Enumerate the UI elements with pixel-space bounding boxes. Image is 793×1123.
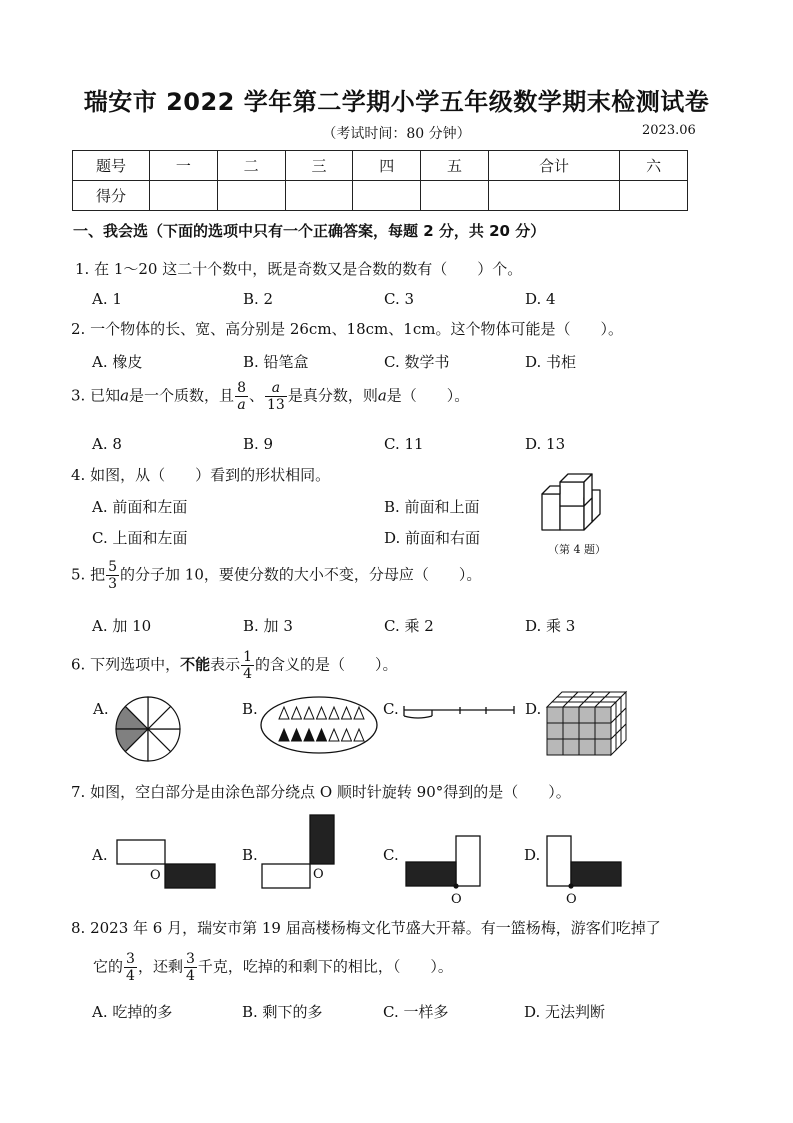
score-header-cell: 合计 [488, 151, 619, 181]
q7-option-b-label[interactable]: B. [242, 846, 258, 864]
q6-emphasis: 不能 [180, 655, 211, 674]
exam-time: （考试时间：80 分钟） [322, 126, 471, 142]
q6-fraction [241, 650, 254, 681]
q8-fraction-1 [124, 952, 137, 983]
q3-text-mid1: 是一个质数，且 [129, 386, 235, 405]
q3-variable: a [120, 386, 130, 405]
q7-option-d-label[interactable]: D. [524, 846, 541, 864]
cube-front-face [579, 723, 595, 739]
q5-option-b[interactable]: B. 加 3 [243, 617, 293, 635]
q3-fraction-2-numerator: a [265, 381, 287, 397]
question-7: 7. 如图，空白部分是由涂色部分绕点 O 顺时针旋转 90°得到的是（ ）。 [71, 783, 571, 801]
cube-front-face [563, 739, 579, 755]
q8-text-pre: 它的 [93, 957, 124, 976]
cube-front-face [563, 707, 579, 723]
exam-date: 2023.06 [642, 123, 696, 138]
q2-option-a[interactable]: A. 橡皮 [92, 353, 143, 371]
q4-option-b[interactable]: B. 前面和上面 [384, 498, 480, 516]
q5-text-post: 的分子加 10，要使分数的大小不变，分母应（ ）。 [120, 565, 482, 584]
score-cell[interactable] [150, 181, 218, 211]
score-header-cell: 四 [353, 151, 421, 181]
question-5 [71, 560, 481, 591]
q5-fraction-numerator: 5 [108, 559, 118, 575]
question-4: 4. 如图，从（ ）看到的形状相同。 [71, 466, 331, 484]
q3-separator: 、 [248, 386, 264, 405]
cube-front-face [579, 707, 595, 723]
q3-fraction-2-denominator: 13 [267, 397, 285, 413]
q4-option-c[interactable]: C. 上面和左面 [92, 529, 188, 547]
score-header-cell: 六 [620, 151, 688, 181]
question-8-line-1: 8. 2023 年 6 月，瑞安市第 19 届高楼杨梅文化节盛大开幕。有一篮杨梅，游客们吃掉了 [71, 919, 661, 937]
score-table [72, 150, 688, 211]
score-header-label: 题号 [73, 151, 150, 181]
q6-option-c-label[interactable]: C. [383, 700, 399, 718]
q3-option-a[interactable]: A. 8 [92, 435, 122, 453]
q5-fraction-denominator: 3 [108, 576, 118, 592]
q3-option-d[interactable]: D. 13 [525, 435, 566, 453]
q7-d-point-label: O [566, 892, 577, 907]
rotation-figure-a [115, 838, 220, 892]
q6-option-d-label[interactable]: D. [525, 700, 542, 718]
q2-option-b[interactable]: B. 铅笔盒 [243, 353, 309, 371]
q5-option-a[interactable]: A. 加 10 [92, 617, 152, 635]
q8-text-mid: ，还剩 [137, 957, 183, 976]
q3-fraction-1-denominator: a [237, 397, 246, 413]
q6-fraction-numerator: 1 [243, 649, 253, 665]
cube-front-face [595, 739, 611, 755]
pie-figure [113, 694, 183, 764]
question-1: 1. 在 1～20 这二十个数中，既是奇数又是合数的数有（ ）个。 [75, 260, 523, 278]
q7-option-c-label[interactable]: C. [383, 846, 399, 864]
q8-fraction-1-denominator: 4 [126, 968, 135, 984]
q8-option-b[interactable]: B. 剩下的多 [242, 1003, 323, 1021]
score-table-header-row [73, 151, 688, 181]
q4-option-a[interactable]: A. 前面和左面 [92, 498, 188, 516]
q8-fraction-2-denominator: 4 [185, 968, 195, 984]
score-header-cell: 二 [217, 151, 285, 181]
cube-stack-figure [538, 468, 608, 534]
q7-c-point-label: O [451, 892, 462, 907]
score-cell[interactable] [421, 181, 489, 211]
score-cell[interactable] [620, 181, 688, 211]
q3-option-b[interactable]: B. 9 [243, 435, 274, 453]
q5-fraction [106, 560, 119, 591]
q8-fraction-2-numerator: 3 [185, 951, 195, 967]
score-header-cell: 三 [285, 151, 353, 181]
q3-option-c[interactable]: C. 11 [384, 435, 424, 453]
score-cell[interactable] [285, 181, 353, 211]
score-table-score-row [73, 181, 688, 211]
cube-front-face [547, 707, 563, 723]
triangles-ellipse [261, 697, 377, 753]
q8-fraction-2 [184, 952, 197, 983]
q4-option-d[interactable]: D. 前面和右面 [384, 529, 481, 547]
question-6 [71, 650, 398, 681]
q8-option-d[interactable]: D. 无法判断 [524, 1003, 606, 1021]
q6-option-b-label[interactable]: B. [242, 700, 258, 718]
q6-option-a-label[interactable]: A. [93, 700, 109, 718]
rotation-figure-b [258, 812, 338, 892]
score-cell[interactable] [488, 181, 619, 211]
q8-option-c[interactable]: C. 一样多 [383, 1003, 449, 1021]
cube-front-face [595, 723, 611, 739]
q5-option-d[interactable]: D. 乘 3 [525, 617, 576, 635]
q5-text-pre: 5. 把 [71, 565, 106, 584]
section-title: 一、我会选（下面的选项中只有一个正确答案，每题 2 分，共 20 分） [73, 222, 546, 240]
rotation-figure-d [543, 832, 627, 892]
q3-text-mid2: 是真分数，则 [287, 386, 378, 405]
cube-front-face [563, 723, 579, 739]
cube-grid-figure [543, 688, 637, 768]
question-2: 2. 一个物体的长、宽、高分别是 26cm、18cm、1cm。这个物体可能是（ ）。 [71, 320, 623, 338]
q6-text-post: 的含义的是（ ）。 [255, 655, 398, 674]
q7-a-point-label: O [150, 868, 161, 883]
cube-front-face [579, 739, 595, 755]
q2-option-d[interactable]: D. 书柜 [525, 353, 577, 371]
page-title: 瑞安市 2022 学年第二学期小学五年级数学期末检测试卷 [83, 88, 710, 116]
figure-caption: （第 4 题） [548, 543, 606, 556]
q1-option-a[interactable]: A. 1 [92, 290, 122, 308]
q3-text-post: 是（ ）。 [386, 386, 470, 405]
q1-option-c[interactable]: C. 3 [384, 290, 415, 308]
score-row-label: 得分 [73, 181, 150, 211]
q8-text-post: 千克，吃掉的和剩下的相比，（ ）。 [197, 957, 453, 976]
q1-option-b[interactable]: B. 2 [243, 290, 274, 308]
q6-fraction-denominator: 4 [243, 666, 253, 682]
cube-front-face [595, 707, 611, 723]
score-cell[interactable] [217, 181, 285, 211]
q2-option-c[interactable]: C. 数学书 [384, 353, 450, 371]
score-header-cell: 一 [150, 151, 218, 181]
cube-front-face [547, 723, 563, 739]
q1-option-d[interactable]: D. 4 [525, 290, 556, 308]
q3-fraction-2 [265, 381, 287, 412]
q8-fraction-1-numerator: 3 [126, 951, 135, 967]
score-cell[interactable] [353, 181, 421, 211]
q6-text-pre: 6. 下列选项中， [71, 655, 181, 674]
q6-text-mid: 表示 [210, 655, 241, 674]
score-header-cell: 五 [421, 151, 489, 181]
q8-option-a[interactable]: A. 吃掉的多 [92, 1003, 173, 1021]
question-8-line-2 [93, 952, 453, 983]
rotation-figure-c [402, 832, 486, 892]
q3-text-pre: 3. 已知 [71, 386, 121, 405]
q7-b-point-label: O [313, 867, 324, 882]
q3-fraction-1-numerator: 8 [237, 380, 246, 396]
cube-front-face [547, 739, 563, 755]
question-3 [71, 381, 469, 412]
number-line-figure [400, 702, 518, 722]
triangles-figure [259, 695, 379, 755]
q5-option-c[interactable]: C. 乘 2 [384, 617, 434, 635]
q3-variable-2: a [377, 386, 387, 405]
q7-option-a-label[interactable]: A. [92, 846, 108, 864]
q3-fraction-1 [235, 381, 248, 412]
